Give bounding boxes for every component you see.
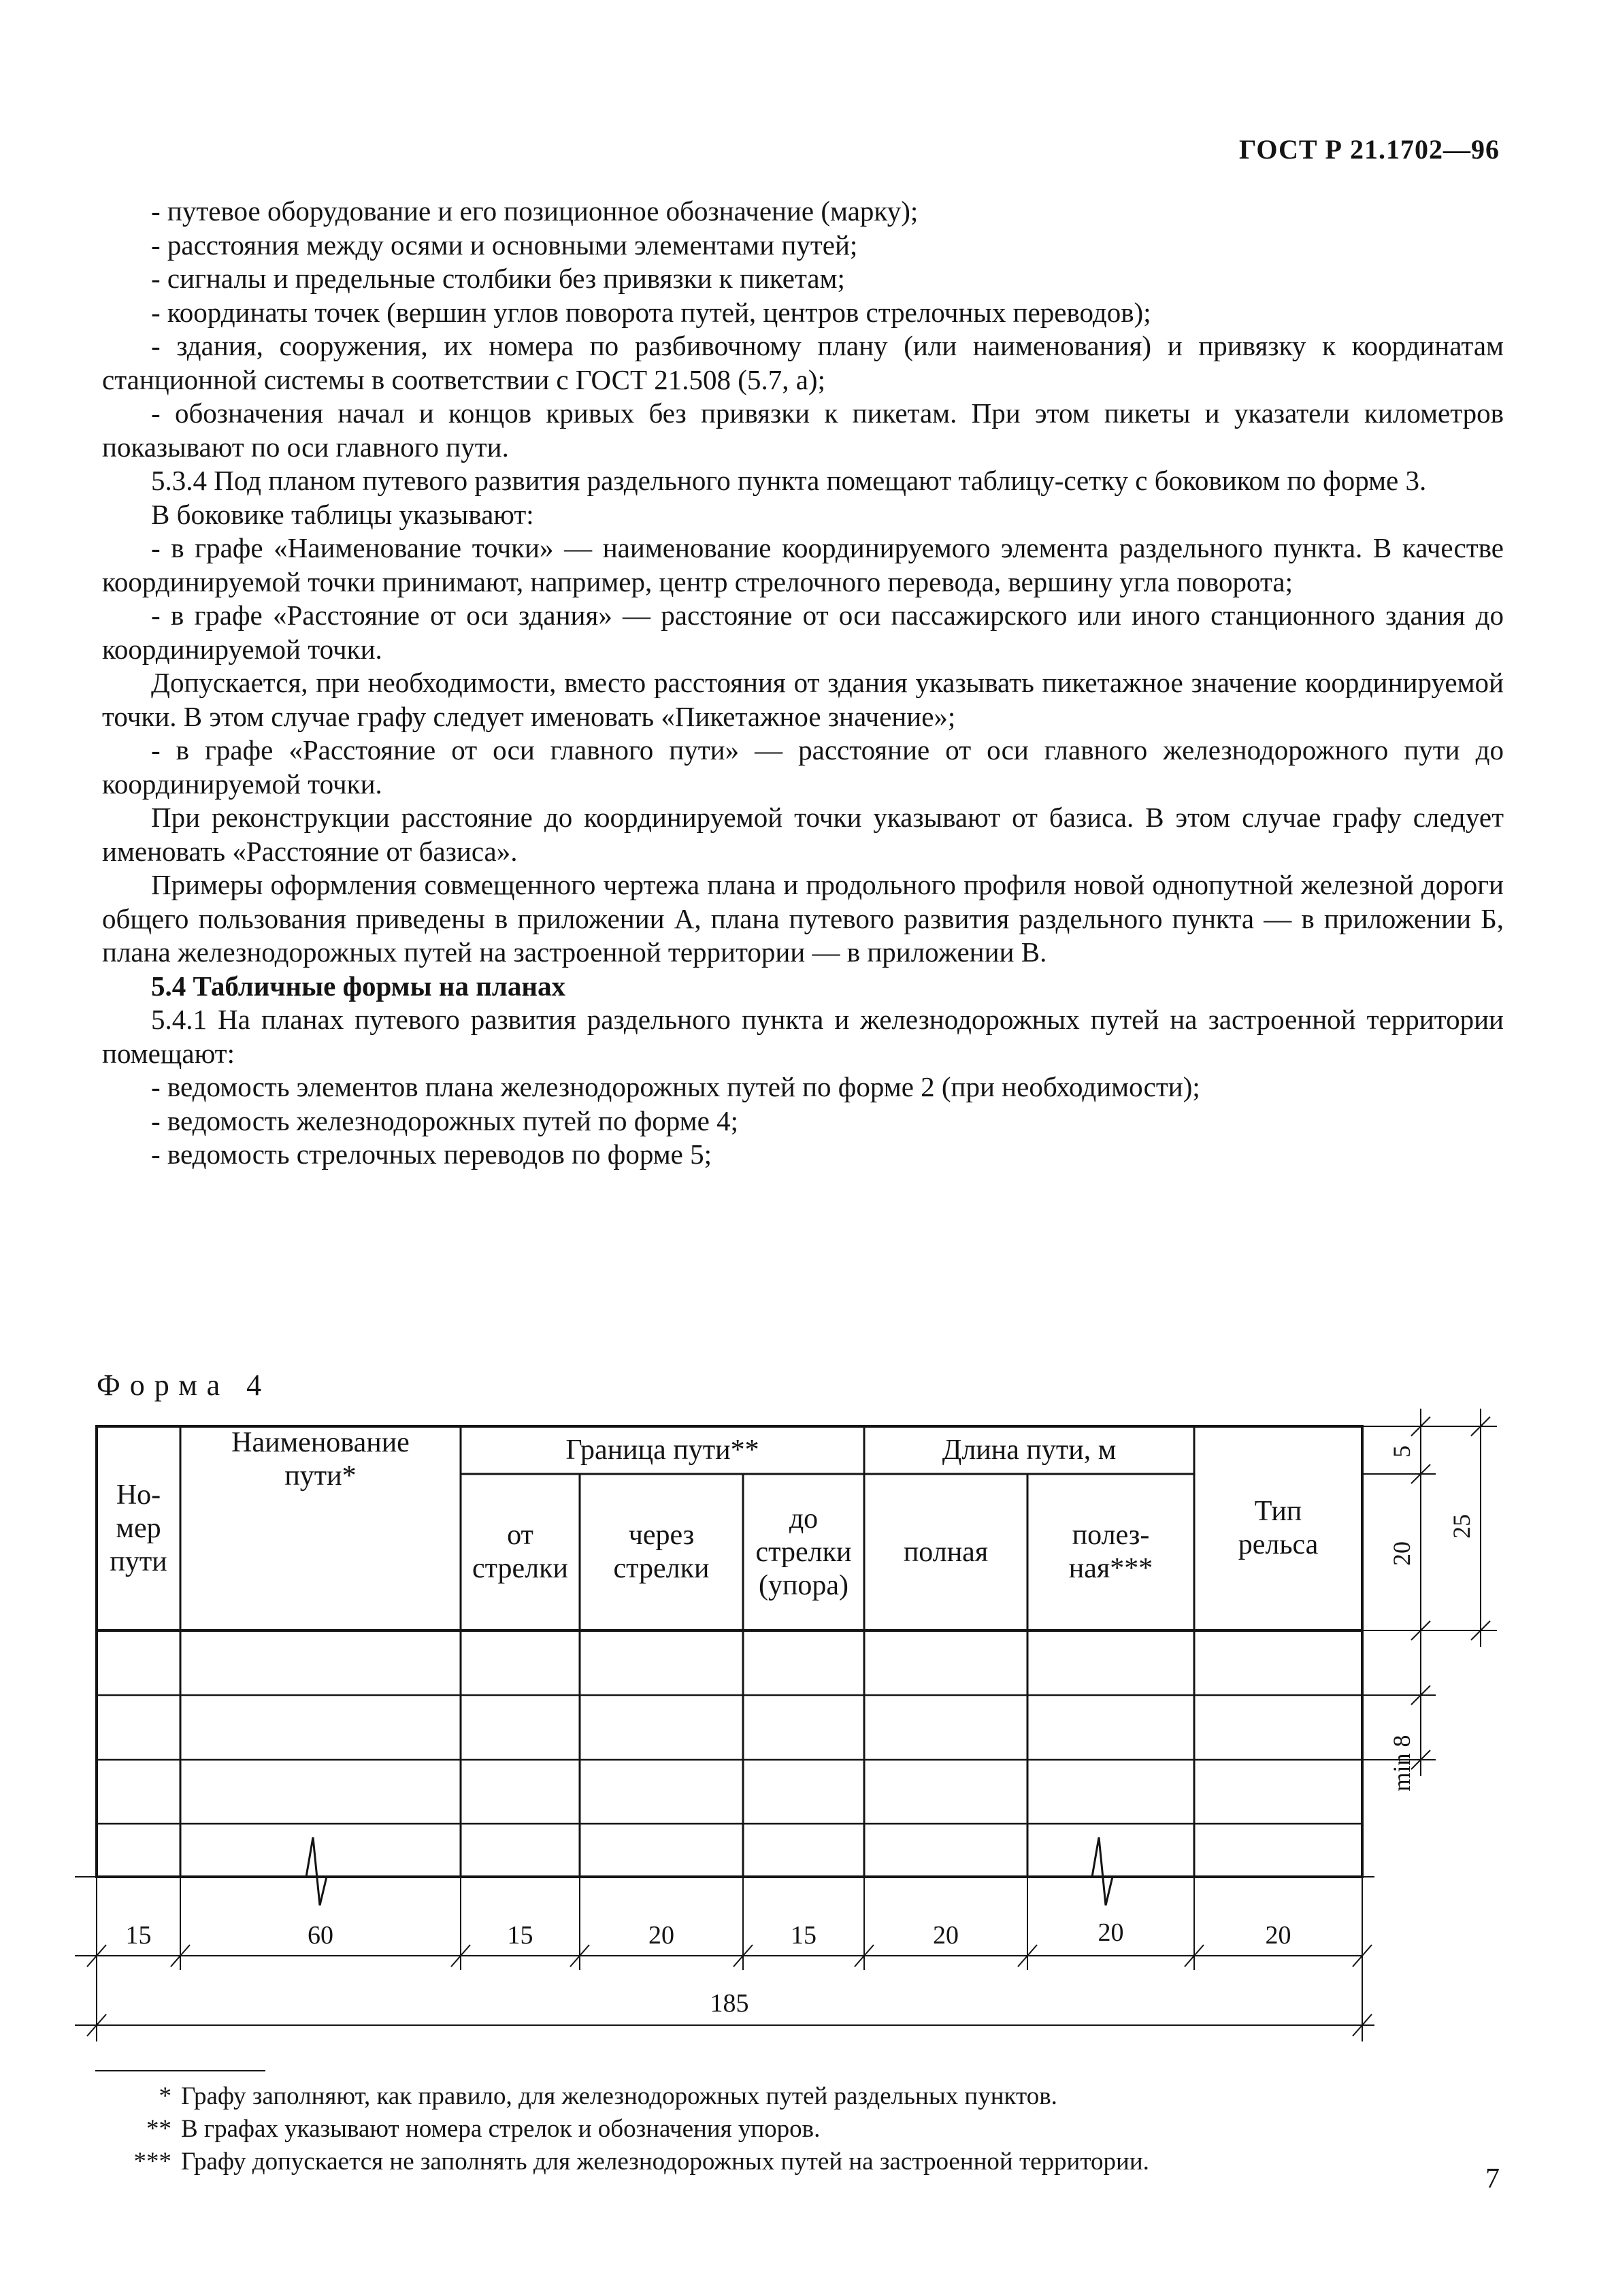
footnote	[97, 2146, 1149, 2178]
footnote-mark: ***	[133, 2148, 171, 2176]
dimension-height-header: 20	[1388, 1541, 1415, 1566]
footnote	[97, 2114, 820, 2145]
list-item: - ведомость стрелочных переводов по форме 5;	[151, 1138, 712, 1170]
paragraph: Допускается, при необходимости, вместо расстояния от здания указывать пикетажное значение координируемой точки. В этом случае графу следует именовать «Пикетажное значение»;	[102, 667, 1504, 732]
dimension-height-overall: 25	[1448, 1514, 1475, 1539]
break-mark	[1065, 1837, 1140, 1905]
dimension-width: 20	[1098, 1918, 1124, 1947]
footnote-rule	[95, 2070, 265, 2071]
column-header-num: Но- мер пути	[110, 1479, 167, 1577]
paragraph: - расстояния между осями и основными элементами путей;	[151, 229, 858, 261]
footnote-text: В графах указывают номера стрелок и обозначения упоров.	[181, 2115, 821, 2143]
column-header-to: до стрелки (упора)	[755, 1503, 852, 1601]
column-header-through: через стрелки	[613, 1520, 710, 1584]
list-item: - ведомость железнодорожных путей по форме 4;	[151, 1104, 738, 1136]
page-number: 7	[1485, 2163, 1500, 2195]
group-header-length: Длина пути, м	[942, 1434, 1117, 1466]
list-item: - ведомость элементов плана железнодорожных путей по форме 2 (при необходимости);	[151, 1071, 1200, 1102]
paragraph: - координаты точек (вершин углов поворота путей, центров стрелочных переводов);	[151, 296, 1151, 328]
footnote-text: Графу заполняют, как правило, для железнодорожных путей раздельных пунктов.	[181, 2082, 1057, 2110]
document-code: ГОСТ Р 21.1702—96	[1238, 134, 1500, 165]
column-header-full: полная	[903, 1536, 989, 1568]
dimension-width: 15	[125, 1921, 152, 1950]
paragraph: - обозначения начал и концов кривых без привязки к пикетам. При этом пикеты и указатели километров показывают по оси главного пути.	[102, 397, 1504, 463]
dimension-height-row: min 8	[1388, 1735, 1415, 1792]
dimension-width: 15	[507, 1921, 533, 1950]
break-mark	[279, 1837, 354, 1905]
dimension-width: 20	[933, 1921, 959, 1950]
paragraph: В боковике таблицы указывают:	[151, 498, 534, 530]
footnote-text: Графу допускается не заполнять для железнодорожных путей на застроенной территории.	[181, 2148, 1149, 2176]
paragraph: - в графе «Расстояние от оси главного пути» — расстояние от оси главного железнодорожного пути до координируемой точки.	[102, 734, 1504, 800]
paragraph: При реконструкции расстояние до координируемой точки указывают от базиса. В этом случае графу следует именовать «Расстояние от базиса».	[102, 802, 1504, 867]
column-header-rail: Тип рельса	[1238, 1496, 1319, 1560]
paragraph: - в графе «Расстояние от оси здания» — расстояние от оси пассажирского или иного станционного здания до координируемой точки.	[102, 600, 1504, 665]
footnote-mark: **	[146, 2115, 171, 2143]
paragraph: - путевое оборудование и его позиционное обозначение (марку);	[151, 195, 919, 227]
footnote	[97, 2081, 1057, 2112]
dimension-height-top: 5	[1388, 1445, 1415, 1458]
paragraph: 5.4.1 На планах путевого развития раздельного пункта и железнодорожных путей на застроенной территории помещают:	[102, 1004, 1504, 1069]
dimension-width: 20	[1265, 1921, 1291, 1950]
footnote-mark: *	[159, 2082, 171, 2110]
dimension-width: 20	[648, 1921, 674, 1950]
paragraph: - в графе «Наименование точки» — наименование координируемого элемента раздельного пункта. В качестве координируемой точки принимают, например, центр стрелочного перевода, вершину угла поворота;	[102, 532, 1504, 597]
group-header-border: Граница пути**	[565, 1434, 759, 1466]
paragraph: - здания, сооружения, их номера по разбивочному плану (или наименования) и привязку к координатам станционной системы в соответствии с ГОСТ 21.508 (5.7, а);	[102, 330, 1504, 395]
column-header-name: Наименование пути*	[231, 1427, 410, 1492]
dimension-total: 185	[710, 1989, 749, 2018]
column-header-from: от стрелки	[472, 1520, 568, 1584]
paragraph: 5.3.4 Под планом путевого развития раздельного пункта помещают таблицу-сетку с боковиком по форме 3.	[151, 465, 1427, 496]
section-heading: 5.4 Табличные формы на планах	[151, 970, 565, 1002]
dimension-width: 60	[308, 1921, 333, 1950]
paragraph: - сигналы и предельные столбики без привязки к пикетам;	[151, 263, 845, 294]
form-label: Форма 4	[97, 1368, 271, 1402]
column-header-useful: полез- ная***	[1068, 1520, 1153, 1584]
paragraph: Примеры оформления совмещенного чертежа плана и продольного профиля новой однопутной железной дороги общего пользования приведены в приложении А, плана путевого развития раздельного пункта — в приложении Б, плана железнодорожных путей на застроенной территории — в приложении В.	[102, 869, 1504, 968]
dimension-width: 15	[791, 1921, 817, 1950]
